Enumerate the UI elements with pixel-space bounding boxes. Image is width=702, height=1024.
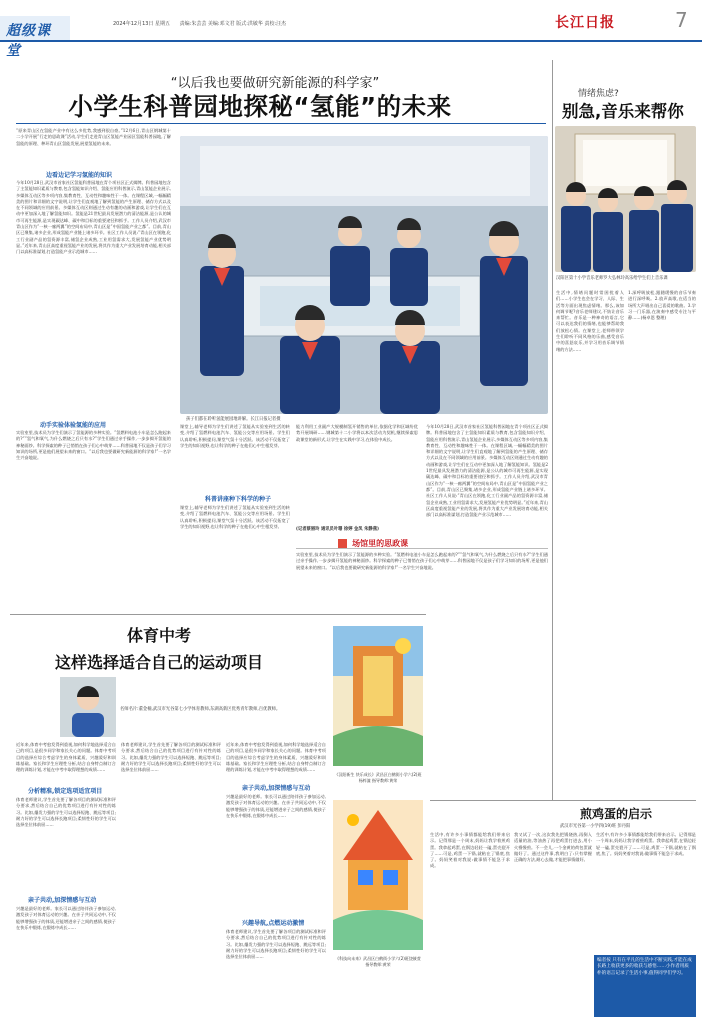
campus-art-heading: 场馆里的思政课 <box>338 533 430 547</box>
column-divider <box>552 60 553 800</box>
section-logo: 超级课堂 <box>6 23 51 59</box>
music-photo-caption: 汉阳区第十小学音乐老师罗大弘林玲高乐给学生们上音乐课 <box>556 276 668 281</box>
pe-col1c: 兴趣是最好的老师。家长可以通过陪伴孩子参加运动,激发孩子对体育运动的兴趣。在亲子共同运动中,不仅能够增强孩子的体质,还能增进亲子之间的感情,使孩子在快乐中锻炼,在锻炼中成长…… <box>16 906 116 930</box>
pe-subhead-4: 兴趣导航,点燃运动激情 <box>242 920 305 927</box>
page-number: 7 <box>675 8 688 32</box>
divider <box>296 548 548 549</box>
music-photo <box>555 126 696 272</box>
lead-intro: “原来青山区在氢能产业中有这么多优势,我感到很自豪。”12月6日,青山区钢城第十二小学开展“行走的思政课”活动,学生们走进青山区氢能产业园区氢能科普园地,了解氢能的原理、种环青山区氢能发展,展望氢能的未来。 <box>16 128 171 146</box>
paper-name: 长江日报 <box>555 15 615 31</box>
lead-title: 小学生科普园地探秘“氢能”的未来 <box>68 92 452 121</box>
lead-photo-caption: 孩子们都在聆听氢能展园地讲解。长江日报记者摄 <box>186 417 281 422</box>
pe-teacher-photo <box>60 677 116 737</box>
pe-author-line: 名师名片:董金楠,武汉市光谷第七小学体育教师,东湖高新区优秀青年教师,百优教师。 <box>120 707 281 712</box>
painting-2 <box>333 800 423 980</box>
egg-col1: 生活中,有许多小事情都能给我们带来启示。记得那是一个周末,妈妈让我学着煎鸡蛋。我拿起鸡蛋,在锅边轻轻一磕,蛋壳裂开了……可是,鸡蛋一下锅,就粘在了锅底,焦了。妈妈笑着对我说:做事情不能急于求成。 <box>430 832 510 869</box>
egg-col3: 生活中,有许多小事情都能给我们带来启示。记得那是一个周末,妈妈让我学着煎鸡蛋。我拿起鸡蛋,在锅边轻轻一磕,蛋壳裂开了……可是,鸡蛋一下锅,就粘在了锅底,焦了。妈妈笑着对我说:做事情不能急于求成。 <box>596 832 696 856</box>
lead-col3a: 课堂上,辅导老师为学生们讲述了氢能从实验室到生活的转变,介绍了氢燃料电池汽车、氢能公交等应用场景。学生们认真聆听,积极提问,课堂气氛十分活跃。该活动不仅拓宽了学生的知识视野,也让科学的种子在他们心中生根发芽。 <box>180 424 290 448</box>
flag-icon <box>338 539 347 548</box>
pe-col3b: 兴趣是最好的老师。家长可以通过陪伴孩子参加运动,激发孩子对体育运动的兴趣。在亲子共同运动中,不仅能够增强孩子的体质,还能增进亲子之间的感情,使孩子在快乐中锻炼,在锻炼中成长…… <box>226 794 326 818</box>
music-col2: 1.深呼吸放松,跟随缓慢的音乐节奏进行深呼吸。2.放声高歌,在适当的场所大声唱出自己喜爱的歌曲。3.学习一门乐器,在演奏中感受专注与平静……(杨卓恩 整理) <box>628 290 696 321</box>
painting-2-caption: 《科技向未来》武昌区白鹤街小学六(2)班饶筱萱 指导教师:黄荣 <box>335 956 421 967</box>
egg-title: 煎鸡蛋的启示 <box>580 807 653 821</box>
teacher-portrait <box>60 677 116 737</box>
pe-col1b: 体育老师建议,学生首先要了解各项目的测试标准和评分要求,然后结合自己的优势项目进行有针对性的练习。比如,爆发力强的学生可以选择短跑、跳远等项目;耐力好的学生可以选择长跑项目;柔韧性好的学生可以选择坐位体前屈…… <box>16 797 116 828</box>
music-col1: 生活中,情绪问题时常困扰着人们……小学生也会在学习、人际、生活等方面出现焦虑情绪。那么,该如何调节呢?音乐老师建议,不妨让音乐来帮忙。音乐是一种神奇的语言,它可以表达我们的情绪,也能够帮助我们放松心情。在课堂上,老师带领学生们聆听不同风格的乐曲,感受音乐中的喜怒哀乐,并学习用音乐调节情绪的方法…… <box>556 290 624 352</box>
lab-visit-photo <box>180 136 548 414</box>
music-title: 别急,音乐来帮你 <box>562 102 684 121</box>
editor-line: 责编:朱芸芸 美编:邓文君 版式:洪敏华 责校:汪杰 <box>179 21 287 27</box>
pe-subhead-3: 亲子共动,加深情感与互动 <box>242 785 311 792</box>
lead-col3b: 课堂上,辅导老师为学生们讲述了氢能从实验室到生活的转变,介绍了氢燃料电池汽车、氢能公交等应用场景。学生们认真聆听,积极提问,课堂气氛十分活跃。该活动不仅拓宽了学生的知识视野,也让科学的种子在他们心中生根发芽。 <box>180 505 290 529</box>
lead-byline: (记者蔡丽玲 通讯员叶珊 徐婷 金凤 朱静燕) <box>296 527 379 532</box>
lead-kicker: “以后我也要做研究新能源的科学家” <box>170 76 380 91</box>
editor-note-box <box>594 955 696 1017</box>
pe-subhead-1: 分析精准,锁定选项适宜项目 <box>28 788 103 795</box>
lead-col4: 能力利用工业副产大规模制氢开销售的单位,依据化学和区域纷优势开展调研……钢城第十二小学将以本次活动为契机,继续探索思政课堂的新形式,让学生在实践中学习,在体验中成长。 <box>296 424 418 442</box>
divider <box>16 123 546 124</box>
painting-1-caption: 《汉阳新生 快乐成长》武昌区白鹤街小学六(2)班杨梓潼 指导教师:黄荣 <box>334 772 422 783</box>
divider <box>10 614 426 615</box>
painting-1 <box>333 626 423 794</box>
pe-title-line2: 这样选择适合自己的运动项目 <box>54 653 263 672</box>
pe-title-box <box>14 623 304 675</box>
lead-col1: 今年10月28日,武汉市首家社区氢能科普园地在青个项社区正式揭牌。科普园地包含了主氢能知识素质与教育,包含氢能知识介绍、氢能应用科普演示,青山氢能企业展示,多媒体互动区等多项内容,集教育性、互动性和趣味性于一体。在课程区域,一幅幅精美的图片和详细的文字说明,让学生们直观地了解到氢能的产生原理、储存方式以及在不同领域的应用前景。多媒体互动区则通过生动有趣的动画和游戏,让学生们在互动中更加深入地了解氢能知识。氢能是21世纪最具发展潜力的清洁能源,是公认的城市可再生能源,是实现碳达峰、碳中和目标的重要途径和抓手。工作人员介绍,武汉市青山区作为“一核一廊两翼”的空间布局中,青山区是“中国氢能产业之都”。目前,青山区已聚集,诸多企业,形成氢能产业链上诸多环节。社区工作人员说:“青山区在领跑,化工行业副产品的氢资源丰富,储氢企业成熟,工业用氢需求大,发展氢能产业优势明显。”近年来,青山区高度重视氢能产业的发展,将其作为重大产业发展培育动能,相关部门以高标准谋划,打造氢能产业示范城市…… <box>16 180 171 255</box>
egg-author: 武汉市光谷第一小学四(19)班 彭丹阳 <box>560 824 631 829</box>
music-class-photo <box>555 126 696 272</box>
pe-col3c: 体育老师建议,学生首先要了解各项目的测试标准和评分要求,然后结合自己的优势项目进行有针对性的练习。比如,爆发力强的学生可以选择短跑、跳远等项目;耐力好的学生可以选择长跑项目;柔韧性好的学生可以选择坐位体前屈…… <box>226 929 326 960</box>
egg-col2: 我又试了一次,这次我先把锅烧热,再倒入适量的油,等油热了再把鸡蛋打进去,用小火慢慢煎。不一会儿,一个金黄的荷包蛋就做好了。通过这件事,我明白了:只有掌握正确的方法,耐心去做,才能把事情做好。 <box>514 832 592 863</box>
lead-photo <box>180 136 548 414</box>
header-meta <box>113 20 286 27</box>
lead-col5: 今年10月28日,武汉市首家社区氢能科普园地在青个项社区正式揭牌。科普园地包含了主氢能知识素质与教育,包含氢能知识介绍、氢能应用科普演示,青山氢能企业展示,多媒体互动区等多项内容,集教育性、互动性和趣味性于一体。在课程区域,一幅幅精美的图片和详细的文字说明,让学生们直观地了解到氢能的产生原理、储存方式以及在不同领域的应用前景。多媒体互动区则通过生动有趣的动画和游戏,让学生们在互动中更加深入地了解氢能知识。氢能是21世纪最具发展潜力的清洁能源,是公认的城市可再生能源,是实现碳达峰、碳中和目标的重要途径和抓手。工作人员介绍,武汉市青山区作为“一核一廊两翼”的空间布局中,青山区是“中国氢能产业之都”。目前,青山区已聚集,诸多企业,形成氢能产业链上诸多环节。社区工作人员说:“青山区在领跑,化工行业副产品的氢资源丰富,储氢企业成熟,工业用氢需求大,发展氢能产业优势明显。”近年来,青山区高度重视氢能产业的发展,将其作为重大产业发展培育动能,相关部门以高标准谋划,打造氢能产业示范城市…… <box>426 424 548 518</box>
painting-artwork <box>333 800 423 950</box>
lead-subhead-1: 边看边记学习氢能的知识 <box>46 172 113 179</box>
pe-col3a: 近年来,体育中考愈发得到重视,如何科学地选择适合自己的项目,是很多同学和家长关心的问题。体育中考项目的选择应综合考虑学生的身体素质、兴趣爱好和训练基础。家长和学生应理性分析,结合自身特点制订合理的训练计划,才能在中考中取得理想的成绩…… <box>226 742 326 773</box>
pe-col2: 体育老师建议,学生首先要了解各项目的测试标准和评分要求,然后结合自己的优势项目进行有针对性的练习。比如,爆发力强的学生可以选择短跑、跳远等项目;耐力好的学生可以选择长跑项目;柔韧性好的学生可以选择坐位体前屈…… <box>121 742 221 773</box>
pe-subhead-2: 亲子共动,加深情感与互动 <box>28 897 97 904</box>
lead-subhead-2: 动手实验体验氢能的应用 <box>40 422 107 429</box>
masthead <box>0 0 702 59</box>
editor-note: 编者按 只有在平凡的生活中不断实践,才能在成长路上收获更多的收获与感悟……小作者用质朴的语言记录了生活小事,值得同学们学习。 <box>597 958 692 976</box>
lead-col6: 实验室里,技术员为学生们演示了氢能源的多种实验。“氢燃料电池小车是怎么跑起来的?”“氢气和氧气,为什么燃烧之后只有水?”学生们通过亲手操作,一步步揭开氢能的神秘面纱。科学探索的种子已悄悄在孩子们心中萌芽……科普园地不仅是孩子们学习知识的场所,更是他们展望未来的窗口。“以后我也要做研究新能源的科学家!”一名学生兴奋地说。 <box>296 552 548 570</box>
divider <box>430 800 696 801</box>
pe-title-line1: 体育中考 <box>126 626 191 645</box>
painting-artwork <box>333 626 423 766</box>
music-kicker: 情绪焦虑? <box>578 89 619 99</box>
pe-col1a: 近年来,体育中考愈发得到重视,如何科学地选择适合自己的项目,是很多同学和家长关心的问题。体育中考项目的选择应综合考虑学生的身体素质、兴趣爱好和训练基础。家长和学生应理性分析,结合自身特点制订合理的训练计划,才能在中考中取得理想的成绩…… <box>16 742 116 773</box>
lead-col2: 实验室里,技术员为学生们演示了氢能源的多种实验。“氢燃料电池小车是怎么跑起来的?”“氢气和氧气,为什么燃烧之后只有水?”学生们通过亲手操作,一步步揭开氢能的神秘面纱。科学探索的种子已悄悄在孩子们心中萌芽……科普园地不仅是孩子们学习知识的场所,更是他们展望未来的窗口。“以后我也要做研究新能源的科学家!”一名学生兴奋地说。 <box>16 430 171 461</box>
date-line: 2024年12月13日 星期五 <box>113 21 171 27</box>
lead-subhead-3: 科普讲座种下科学的种子 <box>205 496 272 503</box>
